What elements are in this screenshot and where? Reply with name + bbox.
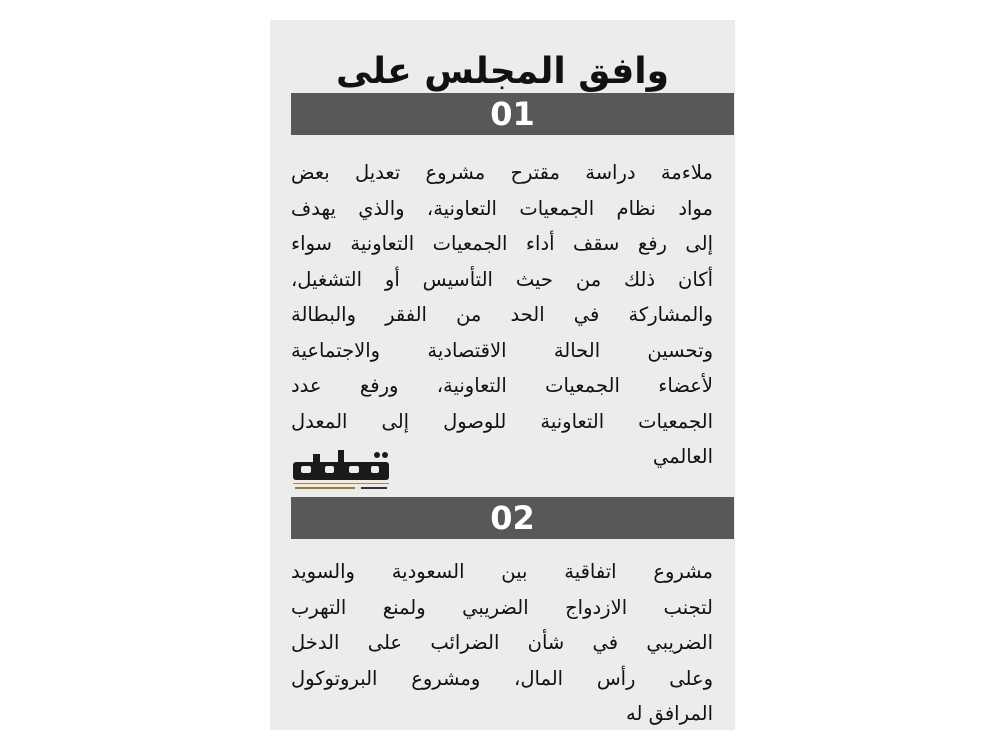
item-number-bar-01 — [291, 93, 734, 135]
paragraph-line: إلى رفع سقف أداء الجمعيات التعاونية سواء — [291, 232, 713, 255]
item-number: 02 — [490, 499, 535, 537]
paragraph-line: المرافق له — [626, 702, 713, 725]
item-paragraph-02 — [291, 554, 713, 732]
paragraph-line: الجمعيات التعاونية للوصول إلى المعدل — [291, 409, 713, 433]
item-number: 01 — [490, 95, 535, 133]
article-panel — [270, 20, 735, 730]
makkah-logo-icon — [291, 448, 391, 494]
paragraph-line: لأعضاء الجمعيات التعاونية، ورفع عدد — [291, 374, 713, 397]
paragraph-line: لتجنب الازدواج الضريبي ولمنع التهرب — [291, 595, 713, 619]
paragraph-line: ملاءمة دراسة مقترح مشروع تعديل بعض — [291, 161, 713, 184]
item-number-bar-02 — [291, 497, 734, 539]
paragraph-line: العالمي — [652, 445, 713, 468]
paragraph-line: وعلى رأس المال، ومشروع البروتوكول — [291, 666, 713, 690]
panel-title: وافق المجلس على — [335, 51, 670, 92]
paragraph-line: مواد نظام الجمعيات التعاونية، والذي يهدف — [291, 196, 713, 220]
paragraph-line: والمشاركة في الحد من الفقر والبطالة — [291, 303, 713, 326]
paragraph-line: أكان ذلك من حيث التأسيس أو التشغيل، — [291, 267, 713, 291]
paragraph-line: الضريبي في شأن الضرائب على الدخل — [291, 631, 713, 654]
item-paragraph-01 — [291, 155, 713, 475]
paragraph-line: مشروع اتفاقية بين السعودية والسويد — [291, 560, 713, 583]
paragraph-line: وتحسين الحالة الاقتصادية والاجتماعية — [291, 338, 713, 362]
